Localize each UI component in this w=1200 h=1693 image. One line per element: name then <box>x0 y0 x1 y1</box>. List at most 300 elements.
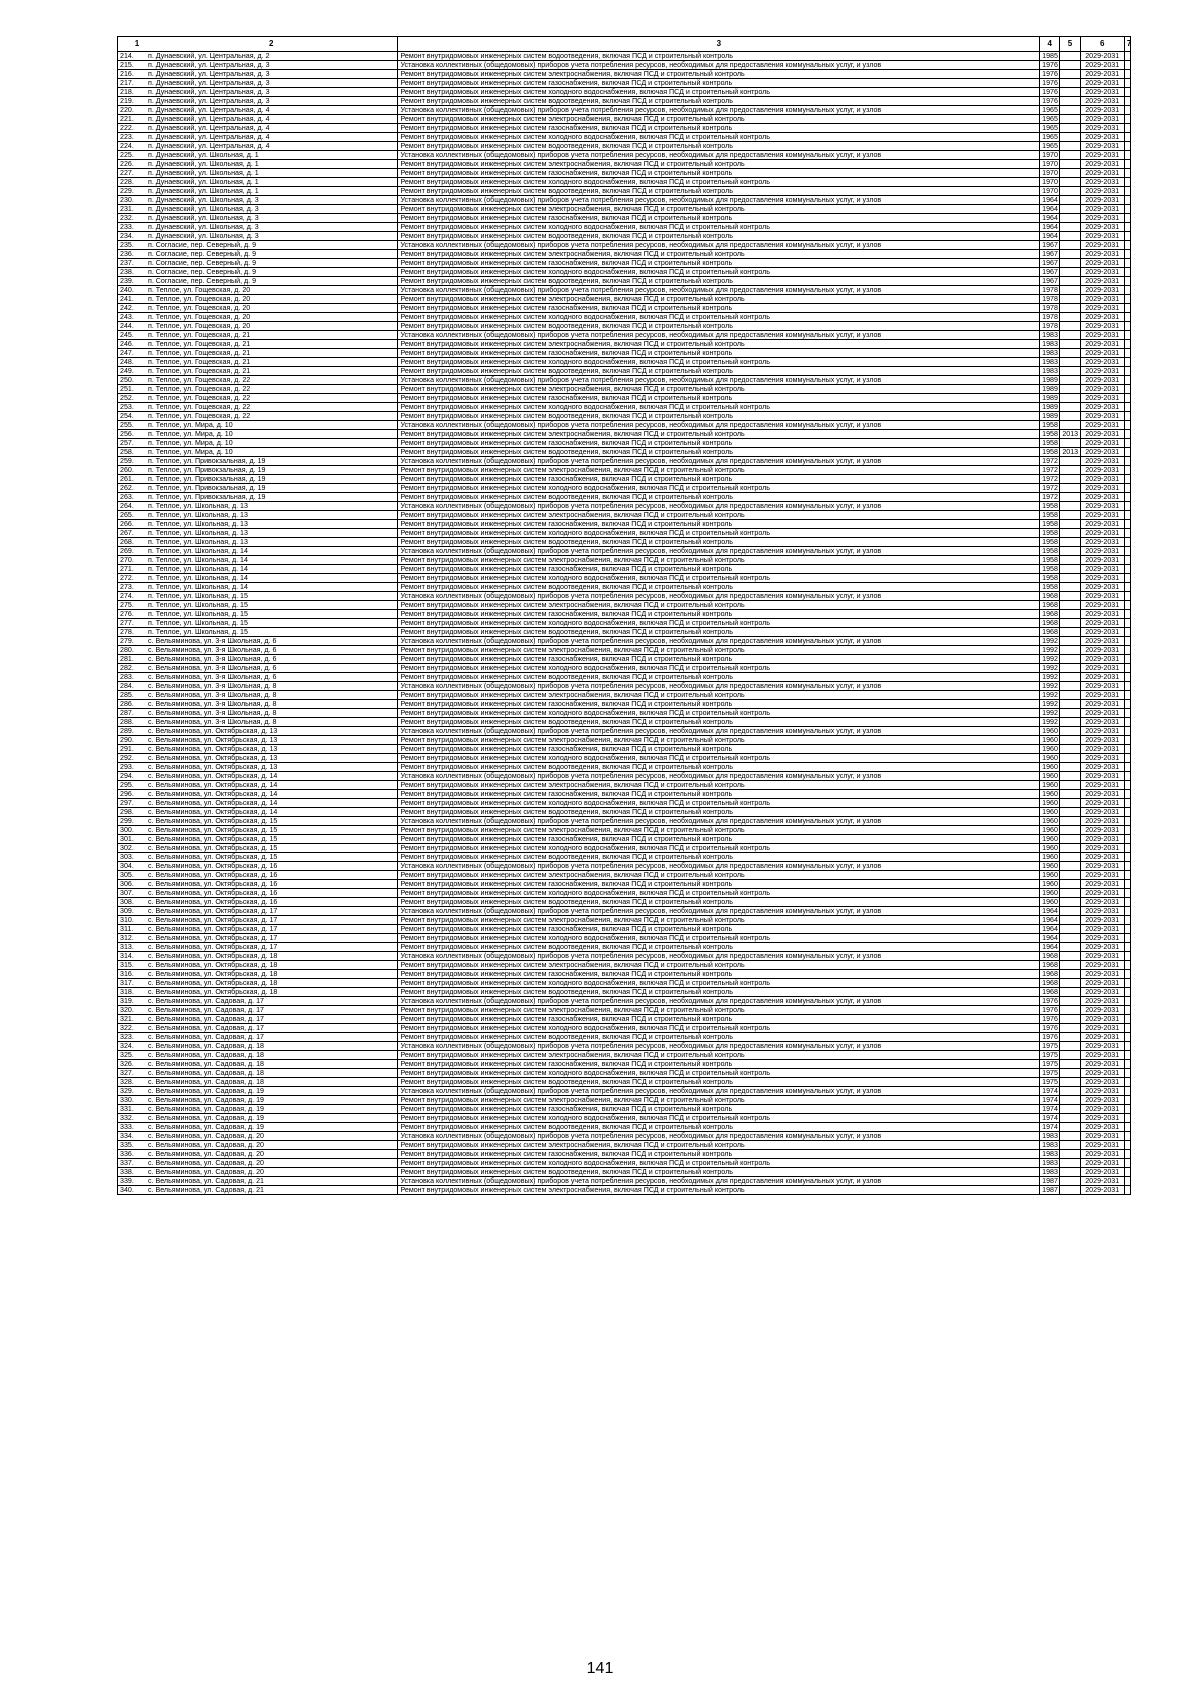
row-number: 332. <box>120 1114 134 1122</box>
last-repair-year <box>1060 529 1080 538</box>
last-repair-year <box>1060 385 1080 394</box>
table-row <box>118 1087 1131 1096</box>
table-row <box>118 322 1131 331</box>
work-type: Ремонт внутридомовых инженерных систем холодного водоснабжения, включая ПСД и строительный контроль <box>398 313 1040 322</box>
build-year: 1992 <box>1040 709 1060 718</box>
last-repair-year <box>1060 70 1080 79</box>
table-row <box>118 547 1131 556</box>
row-number-address-cell <box>118 295 398 304</box>
last-repair-year <box>1060 394 1080 403</box>
planned-period: 2029-2031 <box>1080 727 1124 736</box>
planned-period: 2029-2031 <box>1080 475 1124 484</box>
empty-col-7 <box>1124 583 1130 592</box>
table-row <box>118 52 1131 61</box>
empty-col-7 <box>1124 1141 1130 1150</box>
address: с. Вельяминова, ул. Садовая, д. 17 <box>148 1006 264 1014</box>
work-type: Ремонт внутридомовых инженерных систем холодного водоснабжения, включая ПСД и строительный контроль <box>398 133 1040 142</box>
row-number-address-cell <box>118 529 398 538</box>
row-number: 273. <box>120 583 134 591</box>
work-type: Установка коллективных (общедомовых) приборов учета потребления ресурсов, необходимых для предоставления коммунальных услуг, и узлов <box>398 862 1040 871</box>
build-year: 1965 <box>1040 142 1060 151</box>
row-number-address-cell <box>118 610 398 619</box>
planned-period: 2029-2031 <box>1080 808 1124 817</box>
work-type: Ремонт внутридомовых инженерных систем электроснабжения, включая ПСД и строительный контроль <box>398 205 1040 214</box>
row-number: 294. <box>120 772 134 780</box>
empty-col-7 <box>1124 1114 1130 1123</box>
last-repair-year: 2013 <box>1060 430 1080 439</box>
build-year: 1985 <box>1040 52 1060 61</box>
last-repair-year <box>1060 313 1080 322</box>
empty-col-7 <box>1124 106 1130 115</box>
planned-period: 2029-2031 <box>1080 232 1124 241</box>
empty-col-7 <box>1124 1042 1130 1051</box>
planned-period: 2029-2031 <box>1080 1186 1124 1195</box>
empty-col-7 <box>1124 871 1130 880</box>
table-row <box>118 1060 1131 1069</box>
table-row <box>118 754 1131 763</box>
empty-col-7 <box>1124 826 1130 835</box>
work-type: Ремонт внутридомовых инженерных систем газоснабжения, включая ПСД и строительный контроль <box>398 79 1040 88</box>
empty-col-7 <box>1124 295 1130 304</box>
empty-col-7 <box>1124 673 1130 682</box>
planned-period: 2029-2031 <box>1080 457 1124 466</box>
work-type: Установка коллективных (общедомовых) приборов учета потребления ресурсов, необходимых для предоставления коммунальных услуг, и узлов <box>398 592 1040 601</box>
last-repair-year <box>1060 151 1080 160</box>
work-type: Ремонт внутридомовых инженерных систем газоснабжения, включая ПСД и строительный контроль <box>398 304 1040 313</box>
row-number: 336. <box>120 1150 134 1158</box>
planned-period: 2029-2031 <box>1080 835 1124 844</box>
work-type: Ремонт внутридомовых инженерных систем электроснабжения, включая ПСД и строительный контроль <box>398 1051 1040 1060</box>
last-repair-year <box>1060 673 1080 682</box>
address: п. Дунаевский, ул. Центральная, д. 3 <box>148 88 270 96</box>
row-number-address-cell <box>118 358 398 367</box>
last-repair-year <box>1060 1087 1080 1096</box>
address: п. Теплое, ул. Школьная, д. 14 <box>148 574 248 582</box>
address: п. Теплое, ул. Гощевская, д. 21 <box>148 331 251 339</box>
row-number: 220. <box>120 106 134 114</box>
row-number-address-cell <box>118 889 398 898</box>
work-type: Ремонт внутридомовых инженерных систем холодного водоснабжения, включая ПСД и строительный контроль <box>398 484 1040 493</box>
build-year: 1958 <box>1040 529 1060 538</box>
row-number: 249. <box>120 367 134 375</box>
table-row <box>118 385 1131 394</box>
planned-period: 2029-2031 <box>1080 556 1124 565</box>
planned-period: 2029-2031 <box>1080 970 1124 979</box>
planned-period: 2029-2031 <box>1080 925 1124 934</box>
table-row <box>118 709 1131 718</box>
row-number-address-cell <box>118 547 398 556</box>
build-year: 1976 <box>1040 88 1060 97</box>
row-number-address-cell <box>118 268 398 277</box>
address: п. Дунаевский, ул. Школьная, д. 3 <box>148 214 259 222</box>
work-type: Ремонт внутридомовых инженерных систем водоотведения, включая ПСД и строительный контроль <box>398 493 1040 502</box>
last-repair-year <box>1060 187 1080 196</box>
build-year: 1989 <box>1040 412 1060 421</box>
build-year: 1958 <box>1040 502 1060 511</box>
table-row <box>118 520 1131 529</box>
build-year: 1958 <box>1040 538 1060 547</box>
table-row <box>118 1096 1131 1105</box>
row-number-address-cell <box>118 1078 398 1087</box>
table-row <box>118 475 1131 484</box>
address: п. Дунаевский, ул. Школьная, д. 3 <box>148 223 259 231</box>
empty-col-7 <box>1124 232 1130 241</box>
work-type: Установка коллективных (общедомовых) приборов учета потребления ресурсов, необходимых для предоставления коммунальных услуг, и узлов <box>398 241 1040 250</box>
build-year: 1975 <box>1040 1069 1060 1078</box>
row-number-address-cell <box>118 52 398 61</box>
planned-period: 2029-2031 <box>1080 781 1124 790</box>
table-row <box>118 367 1131 376</box>
program-table <box>117 36 1131 1195</box>
planned-period: 2029-2031 <box>1080 466 1124 475</box>
planned-period: 2029-2031 <box>1080 421 1124 430</box>
table-row <box>118 79 1131 88</box>
table-row <box>118 943 1131 952</box>
row-number: 310. <box>120 916 134 924</box>
empty-col-7 <box>1124 133 1130 142</box>
build-year: 1958 <box>1040 556 1060 565</box>
row-number: 285. <box>120 691 134 699</box>
empty-col-7 <box>1124 376 1130 385</box>
planned-period: 2029-2031 <box>1080 106 1124 115</box>
table-header-row <box>118 37 1131 52</box>
last-repair-year <box>1060 520 1080 529</box>
row-number-address-cell <box>118 862 398 871</box>
row-number-address-cell <box>118 1096 398 1105</box>
last-repair-year <box>1060 664 1080 673</box>
row-number: 227. <box>120 169 134 177</box>
row-number: 230. <box>120 196 134 204</box>
table-row <box>118 214 1131 223</box>
planned-period: 2029-2031 <box>1080 898 1124 907</box>
row-number: 225. <box>120 151 134 159</box>
empty-col-7 <box>1124 682 1130 691</box>
planned-period: 2029-2031 <box>1080 277 1124 286</box>
table-row <box>118 907 1131 916</box>
address: с. Вельяминова, ул. Садовая, д. 20 <box>148 1159 264 1167</box>
table-row <box>118 241 1131 250</box>
empty-col-7 <box>1124 916 1130 925</box>
build-year: 1964 <box>1040 925 1060 934</box>
row-number: 327. <box>120 1069 134 1077</box>
empty-col-7 <box>1124 367 1130 376</box>
row-number-address-cell <box>118 1006 398 1015</box>
row-number: 248. <box>120 358 134 366</box>
empty-col-7 <box>1124 961 1130 970</box>
build-year: 1967 <box>1040 241 1060 250</box>
row-number-address-cell <box>118 421 398 430</box>
planned-period: 2029-2031 <box>1080 1141 1124 1150</box>
address: п. Теплое, ул. Школьная, д. 15 <box>148 628 248 636</box>
row-number: 326. <box>120 1060 134 1068</box>
build-year: 1983 <box>1040 358 1060 367</box>
row-number-address-cell <box>118 664 398 673</box>
table-row <box>118 889 1131 898</box>
row-number-address-cell <box>118 682 398 691</box>
planned-period: 2029-2031 <box>1080 520 1124 529</box>
row-number: 239. <box>120 277 134 285</box>
address: с. Вельяминова, ул. Октябрьская, д. 18 <box>148 952 278 960</box>
row-number: 334. <box>120 1132 134 1140</box>
work-type: Ремонт внутридомовых инженерных систем холодного водоснабжения, включая ПСД и строительный контроль <box>398 574 1040 583</box>
table-row <box>118 736 1131 745</box>
table-row <box>118 934 1131 943</box>
address: п. Дунаевский, ул. Школьная, д. 3 <box>148 232 259 240</box>
address: с. Вельяминова, ул. Октябрьская, д. 13 <box>148 745 278 753</box>
last-repair-year <box>1060 412 1080 421</box>
empty-col-7 <box>1124 529 1130 538</box>
row-number-address-cell <box>118 754 398 763</box>
empty-col-7 <box>1124 880 1130 889</box>
build-year: 1992 <box>1040 700 1060 709</box>
row-number: 238. <box>120 268 134 276</box>
table-row <box>118 1123 1131 1132</box>
planned-period: 2029-2031 <box>1080 574 1124 583</box>
address: с. Вельяминова, ул. Садовая, д. 20 <box>148 1141 264 1149</box>
row-number: 233. <box>120 223 134 231</box>
row-number-address-cell <box>118 700 398 709</box>
empty-col-7 <box>1124 439 1130 448</box>
empty-col-7 <box>1124 601 1130 610</box>
build-year: 1978 <box>1040 313 1060 322</box>
planned-period: 2029-2031 <box>1080 331 1124 340</box>
last-repair-year <box>1060 286 1080 295</box>
planned-period: 2029-2031 <box>1080 592 1124 601</box>
build-year: 1989 <box>1040 376 1060 385</box>
row-number-address-cell <box>118 520 398 529</box>
address: с. Вельяминова, ул. Садовая, д. 19 <box>148 1105 264 1113</box>
work-type: Ремонт внутридомовых инженерных систем холодного водоснабжения, включая ПСД и строительный контроль <box>398 709 1040 718</box>
planned-period: 2029-2031 <box>1080 1132 1124 1141</box>
row-number-address-cell <box>118 493 398 502</box>
planned-period: 2029-2031 <box>1080 196 1124 205</box>
row-number-address-cell <box>118 1015 398 1024</box>
row-number-address-cell <box>118 97 398 106</box>
row-number-address-cell <box>118 133 398 142</box>
planned-period: 2029-2031 <box>1080 547 1124 556</box>
build-year: 1976 <box>1040 1006 1060 1015</box>
row-number-address-cell <box>118 763 398 772</box>
planned-period: 2029-2031 <box>1080 988 1124 997</box>
address: п. Теплое, ул. Привокзальная, д. 19 <box>148 484 266 492</box>
work-type: Ремонт внутридомовых инженерных систем газоснабжения, включая ПСД и строительный контроль <box>398 439 1040 448</box>
build-year: 1965 <box>1040 124 1060 133</box>
row-number-address-cell <box>118 817 398 826</box>
empty-col-7 <box>1124 988 1130 997</box>
last-repair-year <box>1060 1033 1080 1042</box>
last-repair-year <box>1060 1015 1080 1024</box>
last-repair-year <box>1060 322 1080 331</box>
address: п. Дунаевский, ул. Школьная, д. 1 <box>148 187 259 195</box>
table-row <box>118 664 1131 673</box>
last-repair-year <box>1060 511 1080 520</box>
empty-col-7 <box>1124 664 1130 673</box>
row-number-address-cell <box>118 457 398 466</box>
row-number: 275. <box>120 601 134 609</box>
last-repair-year <box>1060 700 1080 709</box>
row-number-address-cell <box>118 1033 398 1042</box>
table-body <box>118 52 1131 1195</box>
planned-period: 2029-2031 <box>1080 1006 1124 1015</box>
build-year: 1976 <box>1040 1015 1060 1024</box>
last-repair-year <box>1060 889 1080 898</box>
planned-period: 2029-2031 <box>1080 1060 1124 1069</box>
row-number-address-cell <box>118 853 398 862</box>
last-repair-year <box>1060 421 1080 430</box>
row-number-address-cell <box>118 916 398 925</box>
last-repair-year <box>1060 1150 1080 1159</box>
empty-col-7 <box>1124 745 1130 754</box>
empty-col-7 <box>1124 70 1130 79</box>
row-number: 329. <box>120 1087 134 1095</box>
last-repair-year <box>1060 358 1080 367</box>
build-year: 1964 <box>1040 214 1060 223</box>
row-number-address-cell <box>118 448 398 457</box>
table-row <box>118 592 1131 601</box>
planned-period: 2029-2031 <box>1080 646 1124 655</box>
address: с. Вельяминова, ул. 3-я Школьная, д. 8 <box>148 709 277 717</box>
build-year: 1974 <box>1040 1114 1060 1123</box>
address: п. Теплое, ул. Привокзальная, д. 19 <box>148 475 266 483</box>
row-number: 228. <box>120 178 134 186</box>
address: п. Теплое, ул. Школьная, д. 13 <box>148 520 248 528</box>
build-year: 1970 <box>1040 151 1060 160</box>
last-repair-year <box>1060 592 1080 601</box>
last-repair-year <box>1060 97 1080 106</box>
empty-col-7 <box>1124 925 1130 934</box>
header-col-1: 1 <box>134 39 140 48</box>
row-number: 262. <box>120 484 134 492</box>
empty-col-7 <box>1124 538 1130 547</box>
build-year: 1965 <box>1040 133 1060 142</box>
address: п. Теплое, ул. Гощевская, д. 20 <box>148 304 251 312</box>
planned-period: 2029-2031 <box>1080 961 1124 970</box>
row-number-address-cell <box>118 646 398 655</box>
empty-col-7 <box>1124 358 1130 367</box>
planned-period: 2029-2031 <box>1080 214 1124 223</box>
build-year: 1958 <box>1040 448 1060 457</box>
empty-col-7 <box>1124 322 1130 331</box>
last-repair-year <box>1060 943 1080 952</box>
build-year: 1992 <box>1040 664 1060 673</box>
work-type: Ремонт внутридомовых инженерных систем водоотведения, включая ПСД и строительный контроль <box>398 583 1040 592</box>
work-type: Ремонт внутридомовых инженерных систем электроснабжения, включая ПСД и строительный контроль <box>398 295 1040 304</box>
table-row <box>118 862 1131 871</box>
address: п. Дунаевский, ул. Центральная, д. 3 <box>148 61 270 69</box>
work-type: Ремонт внутридомовых инженерных систем газоснабжения, включая ПСД и строительный контроль <box>398 1060 1040 1069</box>
address: с. Вельяминова, ул. Октябрьская, д. 16 <box>148 889 278 897</box>
empty-col-7 <box>1124 817 1130 826</box>
work-type: Ремонт внутридомовых инженерных систем электроснабжения, включая ПСД и строительный контроль <box>398 430 1040 439</box>
last-repair-year <box>1060 1123 1080 1132</box>
row-number: 236. <box>120 250 134 258</box>
work-type: Установка коллективных (общедомовых) приборов учета потребления ресурсов, необходимых для предоставления коммунальных услуг, и узлов <box>398 1087 1040 1096</box>
planned-period: 2029-2031 <box>1080 1105 1124 1114</box>
row-number: 279. <box>120 637 134 645</box>
row-number: 291. <box>120 745 134 753</box>
row-number-address-cell <box>118 952 398 961</box>
table-row <box>118 637 1131 646</box>
row-number: 257. <box>120 439 134 447</box>
table-row <box>118 376 1131 385</box>
empty-col-7 <box>1124 88 1130 97</box>
work-type: Ремонт внутридомовых инженерных систем водоотведения, включая ПСД и строительный контроль <box>398 1123 1040 1132</box>
build-year: 1976 <box>1040 79 1060 88</box>
empty-col-7 <box>1124 1123 1130 1132</box>
row-number-address-cell <box>118 655 398 664</box>
address: п. Теплое, ул. Школьная, д. 15 <box>148 610 248 618</box>
address: с. Вельяминова, ул. Садовая, д. 21 <box>148 1186 264 1194</box>
table-row <box>118 619 1131 628</box>
row-number-address-cell <box>118 331 398 340</box>
row-number: 276. <box>120 610 134 618</box>
work-type: Ремонт внутридомовых инженерных систем холодного водоснабжения, включая ПСД и строительный контроль <box>398 754 1040 763</box>
address: с. Вельяминова, ул. Октябрьская, д. 17 <box>148 934 278 942</box>
table-row <box>118 1024 1131 1033</box>
row-number: 335. <box>120 1141 134 1149</box>
empty-col-7 <box>1124 718 1130 727</box>
last-repair-year <box>1060 952 1080 961</box>
build-year: 1975 <box>1040 1060 1060 1069</box>
address: п. Дунаевский, ул. Школьная, д. 1 <box>148 178 259 186</box>
work-type: Ремонт внутридомовых инженерных систем водоотведения, включая ПСД и строительный контроль <box>398 412 1040 421</box>
row-number: 270. <box>120 556 134 564</box>
row-number: 309. <box>120 907 134 915</box>
last-repair-year <box>1060 835 1080 844</box>
address: п. Теплое, ул. Гощевская, д. 20 <box>148 313 251 321</box>
address: п. Теплое, ул. Гощевская, д. 20 <box>148 286 251 294</box>
address: с. Вельяминова, ул. Садовая, д. 20 <box>148 1150 264 1158</box>
table-row <box>118 1186 1131 1195</box>
row-number: 260. <box>120 466 134 474</box>
planned-period: 2029-2031 <box>1080 1024 1124 1033</box>
row-number-address-cell <box>118 88 398 97</box>
work-type: Ремонт внутридомовых инженерных систем газоснабжения, включая ПСД и строительный контроль <box>398 1015 1040 1024</box>
row-number-address-cell <box>118 511 398 520</box>
planned-period: 2029-2031 <box>1080 862 1124 871</box>
planned-period: 2029-2031 <box>1080 223 1124 232</box>
build-year: 1960 <box>1040 727 1060 736</box>
empty-col-7 <box>1124 142 1130 151</box>
table-row <box>118 574 1131 583</box>
build-year: 1983 <box>1040 349 1060 358</box>
last-repair-year <box>1060 1186 1080 1195</box>
build-year: 1983 <box>1040 331 1060 340</box>
table-row <box>118 493 1131 502</box>
address: п. Дунаевский, ул. Центральная, д. 4 <box>148 133 270 141</box>
planned-period: 2029-2031 <box>1080 430 1124 439</box>
planned-period: 2029-2031 <box>1080 142 1124 151</box>
last-repair-year <box>1060 907 1080 916</box>
work-type: Ремонт внутридомовых инженерных систем электроснабжения, включая ПСД и строительный контроль <box>398 556 1040 565</box>
row-number-address-cell <box>118 1123 398 1132</box>
build-year: 1974 <box>1040 1123 1060 1132</box>
address: с. Вельяминова, ул. 3-я Школьная, д. 6 <box>148 637 277 645</box>
empty-col-7 <box>1124 493 1130 502</box>
planned-period: 2029-2031 <box>1080 358 1124 367</box>
row-number: 222. <box>120 124 134 132</box>
build-year: 1964 <box>1040 196 1060 205</box>
row-number: 293. <box>120 763 134 771</box>
row-number-address-cell <box>118 943 398 952</box>
planned-period: 2029-2031 <box>1080 313 1124 322</box>
table-row <box>118 961 1131 970</box>
build-year: 1964 <box>1040 943 1060 952</box>
address: п. Теплое, ул. Школьная, д. 14 <box>148 556 248 564</box>
build-year: 1960 <box>1040 754 1060 763</box>
address: п. Теплое, ул. Мира, д. 10 <box>148 421 233 429</box>
empty-col-7 <box>1124 421 1130 430</box>
